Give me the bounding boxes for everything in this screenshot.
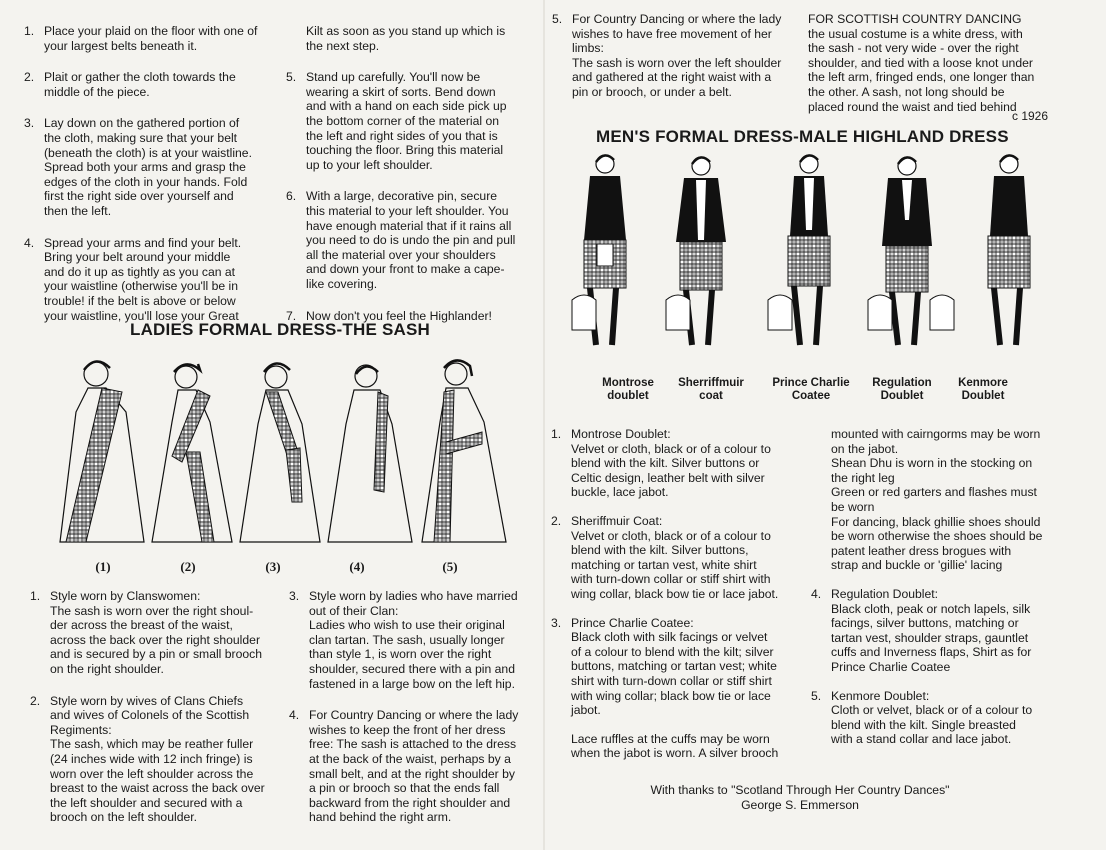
page-fold [543, 0, 545, 850]
description-montrose: 1. Montrose Doublet: Velvet or cloth, black or of a colour to blend with the kilt. Silver buttons or Celtic design, leather belt with silver buckle, lace jabot. [551, 427, 771, 500]
man-figure-prince-charlie [788, 155, 830, 345]
figure-label-2: (2) [180, 559, 196, 574]
jacket-descriptions-col2 [811, 427, 1055, 761]
lady-figure-2 [152, 364, 232, 542]
sash-styles-col1 [30, 589, 270, 839]
step-4: 4. Spread your arms and find your belt. Bring your belt around your middle and do it up as tightly as you can at your waistline (otherwise you'll be in trouble! if the belt is above or below your waistline, you'll lose your Great [24, 235, 242, 323]
label-sheriffmuir-coat: Sherriffmuir coat [678, 377, 744, 402]
description-prince-charlie: 3. Prince Charlie Coatee: Black cloth with silk facings or velvet of a colour to blend with the kilt; silver buttons, matching or tartan vest; white shirt with turn-down collar or stiff shirt with wing collar; black bow tie or lace jabot. [551, 615, 777, 718]
label-regulation-doublet: Regulation Doublet [872, 377, 932, 402]
step-1: 1. Place your plaid on the floor with one of your largest belts beneath it. [24, 24, 258, 53]
lady-figure-3 [240, 363, 320, 542]
step-2: 2. Plait or gather the cloth towards the middle of the piece. [24, 70, 236, 99]
figure-label-3: (3) [265, 559, 281, 574]
sash-style-2: 2. Style worn by wives of Clans Chiefs and wives of Colonels of the Scottish Regiments: The sash, which may be reather fuller (24 inches wide with 12 inch fringe) is worn over the left shoulder across the breast to the waist across the back over the left shoulder and secured with a brooch on the left shoulder. [30, 693, 265, 825]
label-kenmore-doublet: Kenmore Doublet [958, 377, 1008, 402]
scottish-country-dancing-note: FOR SCOTTISH COUNTRY DANCING the usual costume is a white dress, with the sash - not very wide - over the right shoulder, and tied with a loose knot under the left arm, fringed ends, one longer than the other. A sash, not long should be placed round the waist and tied behind [808, 12, 1035, 114]
step-5: 5. Stand up carefully. You'll now be wearing a skirt of sorts. Bend down and with a hand on each side pick up the bottom corner of the material on the left and right sides of you that is touching the floor. Bring this material up to your left shoulder. [286, 70, 507, 172]
credit-note: With thanks to "Scotland Through Her Country Dances" George S. Emmerson [650, 783, 950, 812]
figure-label-5: (5) [442, 559, 458, 574]
lady-figure-5 [422, 360, 506, 542]
step-3: 3. Lay down on the gathered portion of the cloth, making sure that your belt (beneath the cloth) is at your waistline. Spread both your arms and grasp the edges of the cloth in your hands. Fold first the right side over yourself and then the left. [24, 116, 252, 218]
sash-styles-col2 [289, 589, 529, 839]
step-6: 6. With a large, decorative pin, secure this material to your left shoulder. You have enough material that if it rains all you need to do is undo the pin and pull all the material over your shoulders and down your front to make a cape- like covering. [286, 189, 516, 291]
sash-style-1: 1. Style worn by Clanswomen: The sash is worn over the right shoul- der across the breast of the waist, across the back over the right shoulder and is secured by a pin or small brooch on the right shoulder. [30, 589, 263, 676]
description-regulation: 4. Regulation Doublet: Black cloth, peak or notch lapels, silk facings, silver buttons, matching or tartan vest, shoulder straps, gauntlet cuffs and Inverness flaps, Shirt as for Prince Charlie Coatee [811, 586, 1032, 674]
lady-figure-4 [328, 365, 412, 542]
ladies-sash-illustrations [46, 352, 526, 552]
step-7: 7. Now don't you feel the Highlander! [286, 308, 492, 323]
figure-label-1: (1) [95, 559, 111, 574]
date-note: c 1926 [1012, 109, 1049, 123]
sash-style-4: 4. For Country Dancing or where the lady wishes to keep the front of her dress free: The sash is attached to the dress at the back of the waist, perhaps by a small belt, and at the right shoulder by a pin or brooch so that the ends fall backward from the right shoulder and hand behind the right arm. [289, 708, 519, 825]
kilt-steps-col1 [24, 24, 268, 337]
accessories-note: mounted with cairngorms may be worn on the jabot. Shean Dhu is worn in the stocking on the right leg Green or red garters and flashes must be worn For dancing, black ghillie shoes should be worn otherwise the shoes should be patent leather dress brogues with strap and buckle or 'gillie' lacing [831, 427, 1043, 573]
man-figure-kenmore [988, 155, 1030, 345]
sash-style-5-block [552, 12, 792, 114]
figure-label-4: (4) [349, 559, 365, 574]
lady-figure-1 [60, 361, 144, 542]
description-sheriffmuir: 2. Sheriffmuir Coat: Velvet or cloth, black or of a colour to blend with the kilt. Silver buttons, matching or tartan vest, white shirt with turn-down collar or stiff shirt with wing collar, black bow tie or lace jabot. [551, 513, 779, 601]
jacket-descriptions-col1 [551, 427, 797, 761]
description-kenmore: 5. Kenmore Doublet: Cloth or velvet, black or of a colour to blend with the kilt. Single breasted with a stand collar and lace jabot. [811, 688, 1033, 747]
sash-style-5: 5. For Country Dancing or where the lady wishes to have free movement of her limbs: The sash is worn over the left shoulder and gathered at the right waist with a pin or brooch, or under a belt. [552, 12, 782, 99]
ladies-heading: LADIES FORMAL DRESS-THE SASH [130, 320, 430, 339]
lace-ruffles-note: Lace ruffles at the cuffs may be worn when the jabot is worn. A silver brooch [571, 731, 779, 761]
label-prince-charlie-coatee: Prince Charlie Coatee [772, 377, 850, 402]
step-4-continued: Kilt as soon as you stand up which is the next step. [306, 24, 506, 53]
label-montrose-doublet: Montrose doublet [602, 377, 654, 402]
kilt-steps-col2 [286, 24, 526, 337]
mens-highland-illustrations [570, 150, 1050, 360]
mens-heading: MEN'S FORMAL DRESS-MALE HIGHLAND DRESS [596, 127, 1009, 146]
sash-style-3: 3. Style worn by ladies who have married out of their Clan: Ladies who wish to use their original clan tartan. The sash, usually longer than style 1, is worn over the right shoulder, secured there with a pin and fastened in a large bow on the left hip. [289, 589, 518, 691]
